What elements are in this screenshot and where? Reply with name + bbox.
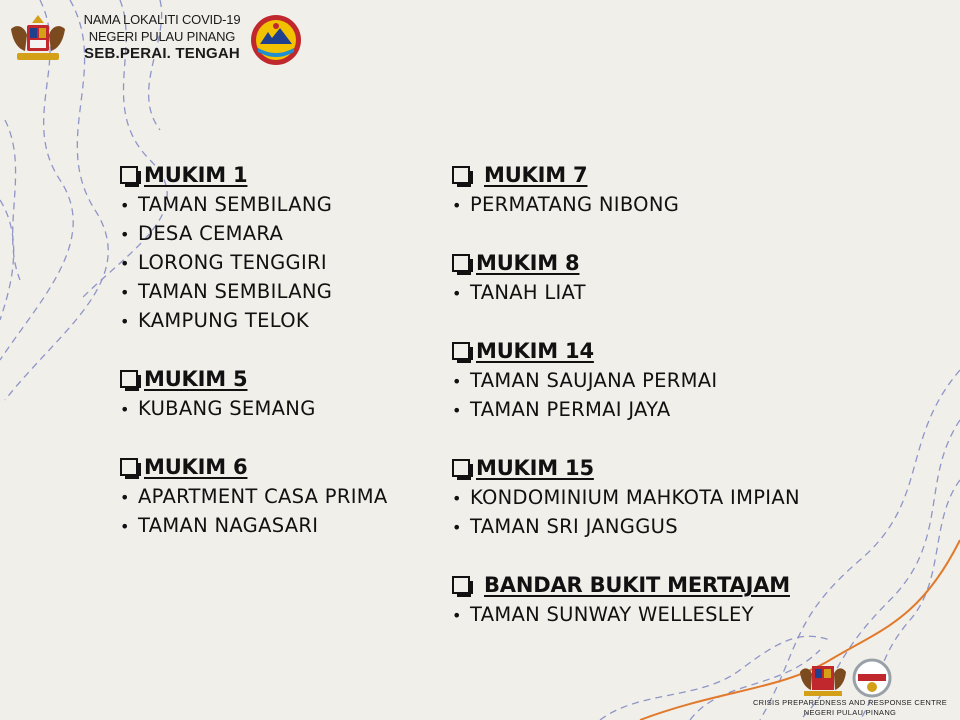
- list-item: [120, 190, 440, 219]
- list-item-text: TAMAN PERMAI JAYA: [470, 398, 671, 421]
- section-title-text: MUKIM 14: [476, 339, 594, 363]
- list-item-text: APARTMENT CASA PRIMA: [138, 485, 388, 508]
- checkbox-bullet-icon: [452, 254, 470, 272]
- list-item: [452, 395, 892, 424]
- right-column: [452, 160, 892, 629]
- spacer: [452, 219, 892, 248]
- cprc-badge-icon: [852, 658, 892, 698]
- bullet-icon: •: [120, 517, 130, 536]
- bullet-icon: •: [452, 518, 462, 537]
- district-council-seal-icon: [250, 14, 302, 66]
- header-line-3: SEB.PERAI. TENGAH: [84, 45, 240, 62]
- list-item-text: TANAH LIAT: [470, 281, 586, 304]
- bullet-icon: •: [120, 488, 130, 507]
- list-item-text: TAMAN SUNWAY WELLESLEY: [470, 603, 754, 626]
- bullet-icon: •: [452, 372, 462, 391]
- list-item-text: DESA CEMARA: [138, 222, 284, 245]
- spacer: [120, 335, 440, 364]
- section-title: [452, 453, 892, 483]
- coat-of-arms-icon: [7, 13, 69, 65]
- list-item-text: KUBANG SEMANG: [138, 397, 316, 420]
- list-item-text: TAMAN NAGASARI: [138, 514, 319, 537]
- section-title: [452, 570, 892, 600]
- list-item-text: TAMAN SEMBILANG: [138, 193, 333, 216]
- checkbox-bullet-icon: [452, 166, 470, 184]
- section-mukim-14: [452, 336, 892, 424]
- bullet-icon: •: [120, 283, 130, 302]
- spacer: [452, 424, 892, 453]
- section-mukim-15: [452, 453, 892, 541]
- section-title-text: MUKIM 7: [484, 163, 588, 187]
- footer-text: [740, 698, 960, 717]
- section-title: [452, 248, 892, 278]
- list-item-text: LORONG TENGGIRI: [138, 251, 327, 274]
- checkbox-bullet-icon: [120, 166, 138, 184]
- bullet-icon: •: [452, 489, 462, 508]
- section-title: [452, 336, 892, 366]
- list-item-text: TAMAN SRI JANGGUS: [470, 515, 678, 538]
- spacer: [452, 307, 892, 336]
- section-title-text: MUKIM 5: [144, 367, 248, 391]
- checkbox-bullet-icon: [452, 342, 470, 360]
- spacer: [120, 423, 440, 452]
- list-item: [452, 600, 892, 629]
- list-item: [452, 366, 892, 395]
- left-column: [120, 160, 440, 540]
- bullet-icon: •: [452, 196, 462, 215]
- section-mukim-5: [120, 364, 440, 423]
- section-mukim-7: [452, 160, 892, 219]
- bullet-icon: •: [120, 312, 130, 331]
- bullet-icon: •: [120, 254, 130, 273]
- list-item-text: KONDOMINIUM MAHKOTA IMPIAN: [470, 486, 800, 509]
- checkbox-bullet-icon: [452, 576, 470, 594]
- bullet-icon: •: [452, 284, 462, 303]
- footer-line-1: CRISIS PREPAREDNESS AND RESPONSE CENTRE: [752, 698, 948, 707]
- section-title: [120, 364, 440, 394]
- section-bandar-bukit-mertajam: [452, 570, 892, 629]
- section-title-text: MUKIM 6: [144, 455, 248, 479]
- state-crest-icon: [798, 662, 848, 698]
- list-item: [120, 482, 440, 511]
- bullet-icon: •: [452, 606, 462, 625]
- list-item: [120, 219, 440, 248]
- spacer: [452, 541, 892, 570]
- header-line-2: NEGERI PULAU PINANG: [88, 29, 236, 44]
- section-mukim-6: [120, 452, 440, 540]
- header: [0, 0, 320, 80]
- list-item: [120, 306, 440, 335]
- bullet-icon: •: [452, 401, 462, 420]
- header-line-1: NAMA LOKALITI COVID-19: [83, 12, 241, 27]
- list-item: [452, 512, 892, 541]
- list-item-text: KAMPUNG TELOK: [138, 309, 309, 332]
- checkbox-bullet-icon: [452, 459, 470, 477]
- list-item: [120, 511, 440, 540]
- section-title-text: BANDAR BUKIT MERTAJAM: [484, 573, 790, 597]
- section-title-text: MUKIM 1: [144, 163, 248, 187]
- list-item-text: TAMAN SEMBILANG: [138, 280, 333, 303]
- section-title: [120, 452, 440, 482]
- section-title: [120, 160, 440, 190]
- checkbox-bullet-icon: [120, 370, 138, 388]
- list-item: [120, 277, 440, 306]
- section-mukim-8: [452, 248, 892, 307]
- list-item: [452, 278, 892, 307]
- section-mukim-1: [120, 160, 440, 335]
- list-item: [120, 394, 440, 423]
- checkbox-bullet-icon: [120, 458, 138, 476]
- section-title: [452, 160, 892, 190]
- list-item: [452, 190, 892, 219]
- list-item-text: PERMATANG NIBONG: [470, 193, 680, 216]
- bullet-icon: •: [120, 400, 130, 419]
- footer-line-2: NEGERI PULAU PINANG: [803, 707, 897, 717]
- section-title-text: MUKIM 8: [476, 251, 580, 275]
- footer: [740, 656, 960, 720]
- list-item: [120, 248, 440, 277]
- list-item-text: TAMAN SAUJANA PERMAI: [470, 369, 718, 392]
- bullet-icon: •: [120, 196, 130, 215]
- header-title: [70, 11, 254, 62]
- list-item: [452, 483, 892, 512]
- bullet-icon: •: [120, 225, 130, 244]
- section-title-text: MUKIM 15: [476, 456, 594, 480]
